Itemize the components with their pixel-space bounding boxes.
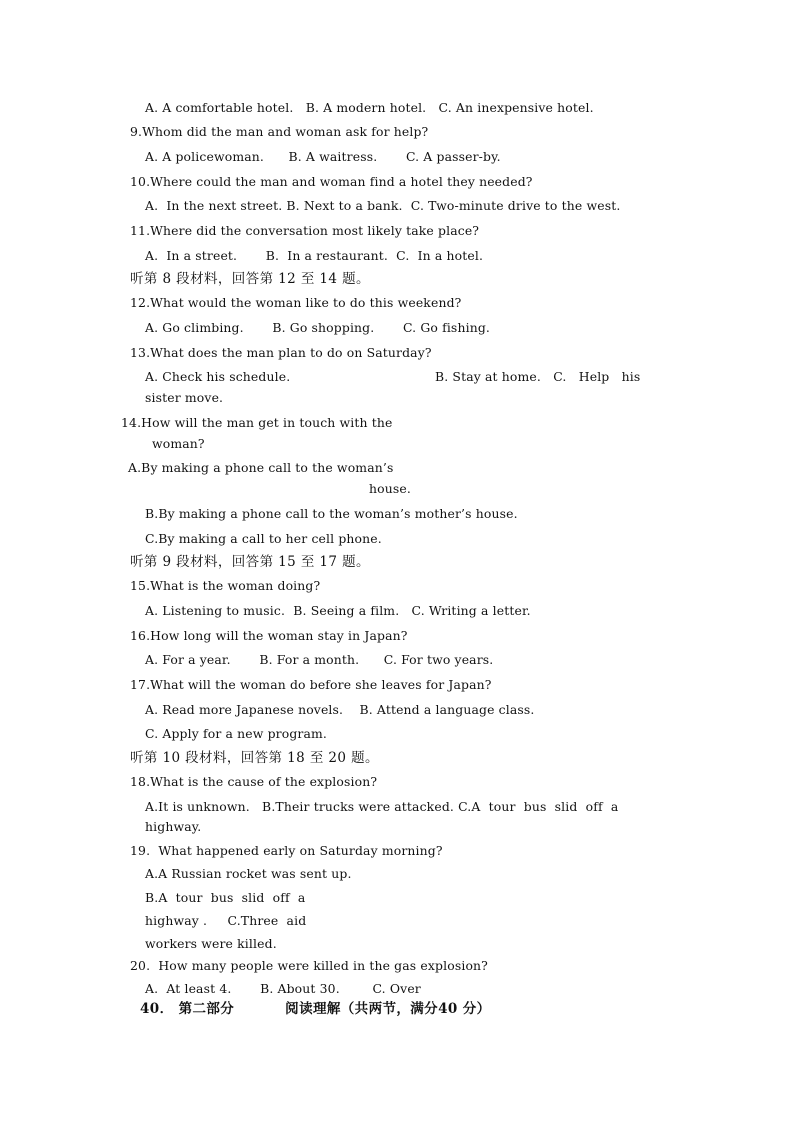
- q14-option-c: C.By making a call to her cell phone.: [145, 531, 382, 546]
- q14-option-a-continued: house.: [369, 481, 411, 496]
- q19-option-a: A.A Russian rocket was sent up.: [145, 866, 352, 881]
- q12-options: A. Go climbing. B. Go shopping. C. Go fishing.: [145, 320, 490, 335]
- q19-question: 19. What happened early on Saturday morning?: [130, 843, 443, 858]
- q9-question: 9.Whom did the man and woman ask for help?: [130, 124, 429, 139]
- q16-options: A. For a year. B. For a month. C. For two years.: [145, 652, 494, 667]
- q15-question: 15.What is the woman doing?: [130, 578, 321, 593]
- q19-option-b: B.A tour bus slid off a: [145, 890, 306, 905]
- q14-option-a: A.By making a phone call to the woman’s: [128, 460, 394, 475]
- q19-option-c-continued: workers were killed.: [145, 936, 277, 951]
- q15-options: A. Listening to music. B. Seeing a film. C. Writing a letter.: [145, 603, 531, 618]
- q18-option-c-continued: highway.: [145, 819, 202, 834]
- q19-option-b-continued: highway . C.Three aid: [145, 913, 307, 928]
- section-heading-10: 听第 10 段材料，回答第 18 至 20 题。: [130, 750, 379, 766]
- q17-options-ab: A. Read more Japanese novels. B. Attend a language class.: [145, 702, 535, 717]
- part-two-heading: 40． 第二部分 阅读理解（共两节，满分40 分）: [140, 1001, 491, 1017]
- q20-options: A. At least 4. B. About 30. C. Over: [145, 981, 421, 996]
- q18-question: 18.What is the cause of the explosion?: [130, 774, 378, 789]
- q13-question: 13.What does the man plan to do on Saturday?: [130, 345, 432, 360]
- q11-options: A. In a street. B. In a restaurant. C. In a hotel.: [145, 248, 484, 263]
- q8-options: A. A comfortable hotel. B. A modern hotel. C. An inexpensive hotel.: [145, 100, 594, 115]
- q9-options: A. A policewoman. B. A waitress. C. A passer-by.: [145, 149, 501, 164]
- q14-question: 14.How will the man get in touch with the: [121, 415, 393, 430]
- q12-question: 12.What would the woman like to do this weekend?: [130, 295, 462, 310]
- q13-option-a: A. Check his schedule.: [145, 369, 291, 384]
- q17-option-c: C. Apply for a new program.: [145, 726, 328, 741]
- q18-options: A.It is unknown. B.Their trucks were attacked. C.A tour bus slid off a: [145, 799, 619, 814]
- q13-option-bc: B. Stay at home. C. Help his: [435, 369, 641, 384]
- q14-question-continued: woman?: [152, 436, 205, 451]
- section-heading-8: 听第 8 段材料，回答第 12 至 14 题。: [130, 271, 370, 287]
- q11-question: 11.Where did the conversation most likely take place?: [130, 223, 480, 238]
- q16-question: 16.How long will the woman stay in Japan?: [130, 628, 408, 643]
- q14-option-b: B.By making a phone call to the woman’s mother’s house.: [145, 506, 518, 521]
- q17-question: 17.What will the woman do before she leaves for Japan?: [130, 677, 492, 692]
- q13-option-c-continued: sister move.: [145, 390, 224, 405]
- q10-question: 10.Where could the man and woman find a hotel they needed?: [130, 174, 533, 189]
- q20-question: 20. How many people were killed in the gas explosion?: [130, 958, 488, 973]
- section-heading-9: 听第 9 段材料，回答第 15 至 17 题。: [130, 554, 370, 570]
- q10-options: A. In the next street. B. Next to a bank. C. Two-minute drive to the west.: [145, 198, 621, 213]
